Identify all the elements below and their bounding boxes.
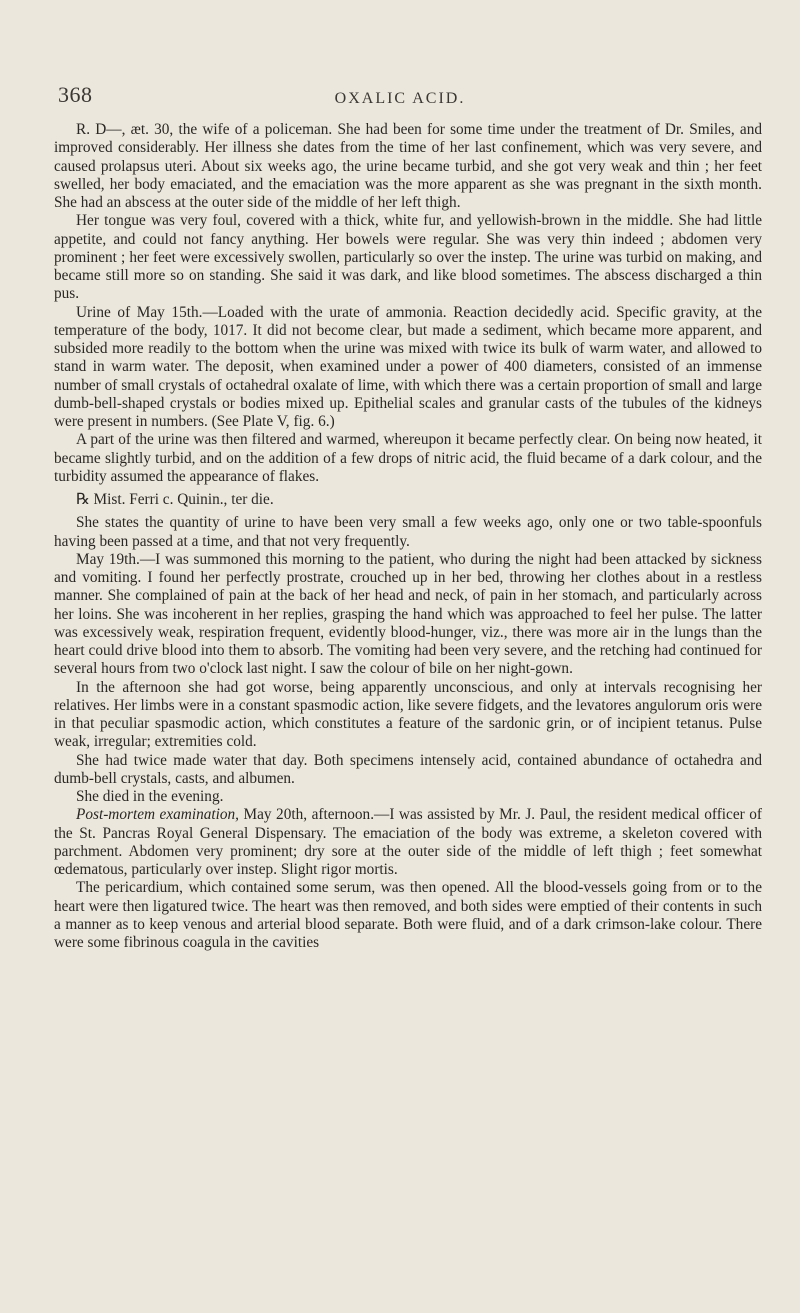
body-text: [54, 121, 762, 952]
paragraph: Her tongue was very foul, covered with a thick, white fur, and yellowish-brown in the middle. She had little appetite, and could not fancy anything. Her bowels were regular. She was very thin indeed ; abdomen very prominent ; her feet were excessively swollen, particularly so over the instep. The urine was turbid on making, and became still more so on standing. She said it was dark, and like blood sometimes. The abscess discharged a thin pus.: [54, 212, 762, 303]
paragraph: May 19th.—I was summoned this morning to the patient, who during the night had been attacked by sickness and vomiting. I found her perfectly prostrate, crouched up in her bed, throwing her clothes about in a restless manner. She complained of pain at the back of her head and neck, of pain in her stomach, and particularly across her loins. She was incoherent in her replies, grasping the hand which was approached to feel her pulse. The latter was excessively weak, respiration frequent, evidently blood-hunger, viz., there was more air in the lungs than the heart could drive blood into them to absorb. The vomiting had been very severe, and the retching had continued for several hours from two o'clock last night. I saw the colour of bile on her night-gown.: [54, 550, 762, 678]
paragraph: She states the quantity of urine to have been very small a few weeks ago, only one or two table-spoonfuls having been passed at a time, and that not very frequently.: [54, 514, 762, 550]
running-head: OXALIC ACID.: [334, 90, 466, 107]
postmortem-text: May 20th, afternoon.—I was assisted by Mr. J. Paul, the resident medical officer of the St. Pancras Royal General Dispensary. The emaciation of the body was extreme, a skeleton covered with parchment. Abdomen very prominent; dry sore at the outer side of the middle of left thigh ; feet somewhat œdematous, particularly over instep. Slight rigor mortis.: [54, 806, 762, 878]
paragraph: She had twice made water that day. Both specimens intensely acid, contained abundance of octahedra and dumb-bell crystals, casts, and albumen.: [54, 751, 762, 787]
paragraph: R. D—, æt. 30, the wife of a policeman. She had been for some time under the treatment of Dr. Smiles, and improved considerably. Her illness she dates from the time of her last confinement, which was very severe, and caused prolapsus uteri. About six weeks ago, the urine became turbid, and she got very weak and thin ; her feet swelled, her body emaciated, and the emaciation was the more apparent as she was pregnant in the sixth month. She had an abscess at the outer side of the middle of her left thigh.: [54, 121, 762, 211]
paragraph: In the afternoon she had got worse, being apparently unconscious, and only at intervals recognising her relatives. Her limbs were in a constant spasmodic action, like severe fidgets, and the levatores angulorum oris were in that peculiar spasmodic action, which constitutes a feature of the sardonic grin, or of incipient tetanus. Pulse weak, irregular; extremities cold.: [54, 678, 762, 751]
prescription: ℞ Mist. Ferri c. Quinin., ter die.: [76, 491, 274, 508]
page-header: [0, 76, 800, 106]
postmortem-paragraph: [54, 806, 762, 879]
paragraph: The pericardium, which contained some serum, was then opened. All the blood-vessels going from or to the heart were then ligatured twice. The heart was then removed, and both sides were emptied of their contents in such a manner as to keep venous and arterial blood separate. Both were fluid, and of a dark crimson-lake colour. There were some fibrinous coagula in the cavities: [54, 879, 762, 951]
page-number: 368: [58, 82, 93, 107]
paragraph: She died in the evening.: [76, 788, 224, 805]
paragraph: Urine of May 15th.—Loaded with the urate of ammonia. Reaction decidedly acid. Specific gravity, at the temperature of the body, 1017. It did not become clear, but made a sediment, which became more apparent, and subsided more readily to the bottom when the urine was mixed with twice its bulk of warm water, and allowed to stand in warm water. The deposit, when examined under a power of 400 diameters, consisted of an immense number of small crystals of octahedral oxalate of lime, with which there was a certain proportion of small and large dumb-bell-shaped crystals or bodies mixed up. Epithelial scales and granular casts of the tubules of the kidneys were present in numbers. (See Plate V, fig. 6.): [54, 303, 762, 430]
paragraph: A part of the urine was then filtered and warmed, whereupon it became perfectly clear. On being now heated, it became slightly turbid, and on the addition of a few drops of nitric acid, the fluid became of a dark colour, and the turbidity assumed the appearance of flakes.: [54, 431, 762, 485]
postmortem-lead: Post-mortem examination,: [76, 806, 239, 824]
